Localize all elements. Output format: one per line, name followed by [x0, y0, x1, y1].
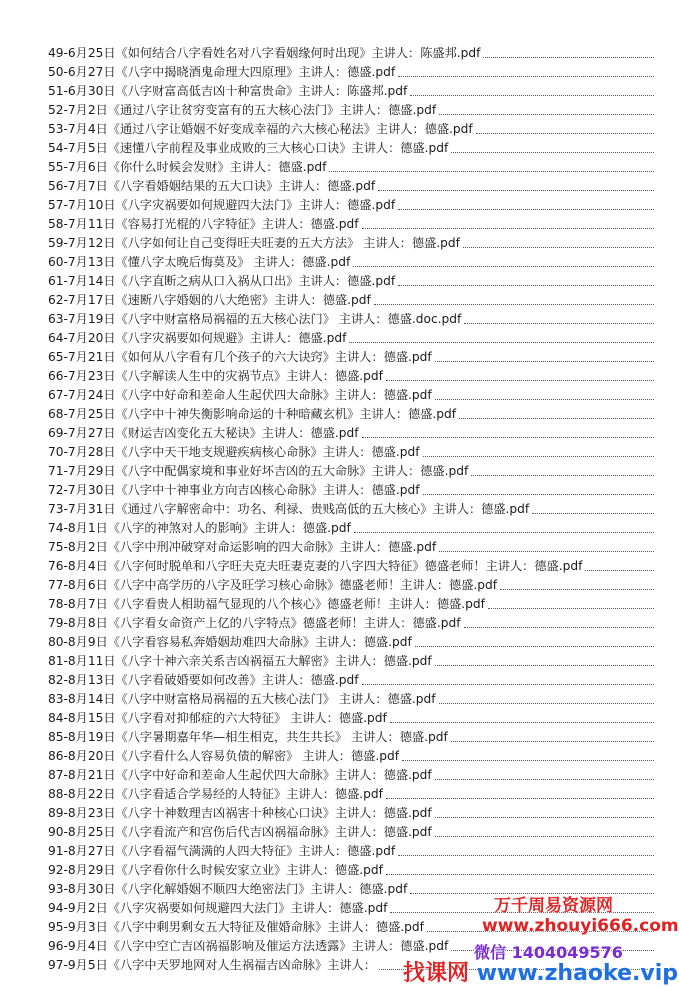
list-item: [48, 861, 654, 880]
list-item-text: 74-8月1日《八字的神煞对人的影响》主讲人：德盛.pdf: [48, 521, 351, 535]
dot-leader: [483, 56, 654, 58]
list-item: [48, 291, 654, 310]
list-item: [48, 196, 654, 215]
list-item-text: 59-7月12日《八字如何让自己变得旺夫旺妻的五大方法》 主讲人：德盛.pdf: [48, 236, 460, 250]
dot-leader: [349, 341, 654, 343]
dot-leader: [451, 151, 654, 153]
list-item-text: 80-8月9日《八字看容易私奔婚姻劫难四大命脉》主讲人：德盛.pdf: [48, 635, 412, 649]
list-item-text: 81-8月11日《八字十神六亲关系吉凶祸福五大解密》主讲人：德盛.pdf: [48, 654, 432, 668]
list-item: [48, 234, 654, 253]
dot-leader: [362, 227, 654, 229]
list-item-text: 83-8月14日《八字中财富格局祸福的五大核心法门》 主讲人：德盛.pdf: [48, 692, 436, 706]
list-item: [48, 215, 654, 234]
dot-leader: [463, 246, 654, 248]
list-item-text: 50-6月27日《八字中揭晓酒鬼命理大四原理》主讲人：德盛.pdf: [48, 65, 396, 79]
dot-leader: [354, 531, 654, 533]
list-item: [48, 538, 654, 557]
list-item-text: 51-6月30日《八字财富高低吉凶十种富贵命》主讲人：陈盛邦.pdf: [48, 84, 408, 98]
list-item-text: 52-7月2日《通过八字让贫穷变富有的五大核心法门》主讲人：德盛.pdf: [48, 103, 437, 117]
list-item-text: 64-7月20日《八字灾祸要如何规避》主讲人：德盛.pdf: [48, 331, 347, 345]
list-item-text: 53-7月4日《通过八字让婚姻不好变成幸福的六大核心秘法》主讲人：德盛.pdf: [48, 122, 473, 136]
list-item: [48, 120, 654, 139]
dot-leader: [488, 607, 654, 609]
list-item: [48, 481, 654, 500]
list-item: [48, 367, 654, 386]
dot-leader: [439, 702, 654, 704]
list-item: [48, 709, 654, 728]
dot-leader: [423, 493, 655, 495]
list-item-text: 79-8月8日《八字看女命资产上亿的八字特点》德盛老师！主讲人：德盛.pdf: [48, 616, 461, 630]
list-item: [48, 804, 654, 823]
dot-leader: [398, 854, 654, 856]
dot-leader: [402, 759, 654, 761]
list-item: [48, 690, 654, 709]
dot-leader: [435, 778, 654, 780]
list-item: [48, 557, 654, 576]
list-item: [48, 595, 654, 614]
list-item: [48, 728, 654, 747]
dot-leader: [532, 512, 654, 514]
list-item: [48, 652, 654, 671]
dot-leader: [464, 626, 655, 628]
list-item: [48, 82, 654, 101]
list-item-text: 72-7月30日《八字中十神事业方向吉凶核心命脉》主讲人：德盛.pdf: [48, 483, 420, 497]
list-item-text: 87-8月21日《八字中好命和差命人生起伏四大命脉》主讲人：德盛.pdf: [48, 768, 432, 782]
list-item-text: 86-8月20日《八字看什么人容易负债的解密》 主讲人：德盛.pdf: [48, 749, 399, 763]
dot-leader: [386, 873, 654, 875]
list-item-text: 70-7月28日《八字中天干地支规避疾病核心命脉》主讲人：德盛.pdf: [48, 445, 420, 459]
list-item-text: 49-6月25日《如何结合八字看姓名对八字看姻缘何时出现》主讲人：陈盛邦.pdf: [48, 46, 481, 60]
list-item: [48, 785, 654, 804]
list-item: [48, 101, 654, 120]
list-item-text: 66-7月23日《八字解读人生中的灾祸节点》主讲人：德盛.pdf: [48, 369, 383, 383]
dot-leader: [500, 588, 654, 590]
list-item: [48, 139, 654, 158]
list-item: [48, 519, 654, 538]
list-item: [48, 63, 654, 82]
list-item-text: 92-8月29日《八字看你什么时候安家立业》主讲人：德盛.pdf: [48, 863, 383, 877]
list-item-text: 68-7月25日《八字中十神失衡影响命运的十种暗藏玄机》主讲人：德盛.pdf: [48, 407, 457, 421]
dot-leader: [476, 132, 654, 134]
dot-leader: [415, 645, 654, 647]
list-item-text: 57-7月10日《八字灾祸要如何规避四大法门》主讲人：德盛.pdf: [48, 198, 396, 212]
list-item: [48, 348, 654, 367]
list-item: [48, 443, 654, 462]
list-item-text: 88-8月22日《八字看适合学易经的人特征》主讲人：德盛.pdf: [48, 787, 383, 801]
dot-leader: [435, 398, 654, 400]
dot-leader: [439, 113, 654, 115]
list-item-text: 84-8月15日《八字看对抑郁症的六大特征》 主讲人：德盛.pdf: [48, 711, 387, 725]
watermark-wechat: 微信 1404049576: [474, 943, 623, 962]
list-item-text: 96-9月4日《八字中空亡吉凶祸福影响及催运方法透露》主讲人：德盛.pdf: [48, 939, 449, 953]
dot-leader: [386, 797, 654, 799]
dot-leader: [423, 455, 655, 457]
list-item-text: 93-8月30日《八字化解婚姻不顺四大绝密法门》主讲人：德盛.pdf: [48, 882, 408, 896]
dot-leader: [435, 360, 654, 362]
list-item-text: 97-9月5日《八字中天罗地网对人生祸福吉凶命脉》主讲人：: [48, 958, 376, 972]
dot-leader: [451, 740, 654, 742]
list-item: [48, 44, 654, 63]
watermark-site-name: 万千周易资源网: [494, 896, 613, 916]
list-item-text: 61-7月14日《八字直断之病从口入祸从口出》主讲人：德盛.pdf: [48, 274, 396, 288]
dot-leader: [435, 816, 654, 818]
dot-leader: [459, 417, 654, 419]
list-item: [48, 671, 654, 690]
list-item-text: 65-7月21日《如何从八字看有几个孩子的六大诀窍》主讲人：德盛.pdf: [48, 350, 432, 364]
list-item: [48, 310, 654, 329]
dot-leader: [378, 189, 654, 191]
list-item-text: 71-7月29日《八字中配偶家境和事业好坏吉凶的五大命脉》主讲人：德盛.pdf: [48, 464, 469, 478]
list-item-text: 56-7月7日《八字看婚姻结果的五大口诀》主讲人：德盛.pdf: [48, 179, 376, 193]
watermark-zhaoke: [403, 956, 678, 987]
list-item-text: 62-7月17日《速断八字婚姻的八大绝密》主讲人：德盛.pdf: [48, 293, 371, 307]
list-item: [48, 253, 654, 272]
watermark-site-url: www.zhouyi666.com: [482, 916, 679, 936]
list-item-text: 95-9月3日《八字中剩男剩女五大特征及催婚命脉》主讲人：德盛.pdf: [48, 920, 424, 934]
dot-leader: [398, 208, 654, 210]
list-item: [48, 500, 654, 519]
list-item: [48, 633, 654, 652]
list-item: [48, 614, 654, 633]
list-item: [48, 405, 654, 424]
dot-leader: [386, 379, 654, 381]
dot-leader: [435, 835, 654, 837]
list-item: [48, 386, 654, 405]
list-item-text: 58-7月11日《容易打光棍的八字特征》主讲人：德盛.pdf: [48, 217, 359, 231]
list-item-text: 76-8月4日《八字何时脱单和八字旺夫克夫旺妻克妻的八字四大特征》德盛老师！主讲人：德盛.pdf: [48, 559, 583, 573]
list-item-text: 90-8月25日《八字看流产和宫伤后代吉凶祸福命脉》主讲人：德盛.pdf: [48, 825, 432, 839]
list-item-text: 63-7月19日《八字中财富格局祸福的五大核心法门》 主讲人：德盛.doc.pdf: [48, 312, 462, 326]
list-item-text: 85-8月19日《八字暑期嘉年华—相生相克，共生共长》 主讲人：德盛.pdf: [48, 730, 448, 744]
dot-leader: [464, 322, 654, 324]
list-item-text: 82-8月13日《八字看破婚要如何改善》主讲人：德盛.pdf: [48, 673, 359, 687]
list-item: [48, 462, 654, 481]
dot-leader: [362, 436, 654, 438]
list-item: [48, 576, 654, 595]
file-list: [48, 44, 654, 975]
dot-leader: [398, 75, 654, 77]
list-item-text: 75-8月2日《八字中刑冲破穿对命运影响的四大命脉》主讲人：德盛.pdf: [48, 540, 437, 554]
list-item: [48, 823, 654, 842]
dot-leader: [398, 284, 654, 286]
dot-leader: [353, 265, 654, 267]
list-item-text: 94-9月2日《八字灾祸要如何规避四大法门》主讲人：德盛.pdf: [48, 901, 388, 915]
dot-leader: [390, 721, 654, 723]
dot-leader: [410, 94, 654, 96]
list-item: [48, 158, 654, 177]
dot-leader: [439, 550, 654, 552]
watermark-zhaoke-name: 找课网: [403, 961, 470, 986]
dot-leader: [362, 683, 654, 685]
list-item-text: 55-7月6日《你什么时候会发财》主讲人：德盛.pdf: [48, 160, 327, 174]
dot-leader: [374, 303, 654, 305]
list-item-text: 54-7月5日《速懂八字前程及事业成败的三大核心口诀》主讲人：德盛.pdf: [48, 141, 449, 155]
list-item-text: 67-7月24日《八字中好命和差命人生起伏四大命脉》主讲人：德盛.pdf: [48, 388, 432, 402]
list-item-text: 69-7月27日《财运吉凶变化五大秘诀》主讲人：德盛.pdf: [48, 426, 359, 440]
list-item: [48, 842, 654, 861]
list-item-text: 73-7月31日《通过八字解密命中：功名、利禄、贵贱高低的五大核心》主讲人：德盛.pdf: [48, 502, 530, 516]
dot-leader: [471, 474, 654, 476]
watermark-zhaoke-url: www.zhaoke.vip: [476, 961, 678, 986]
list-item: [48, 272, 654, 291]
list-item-text: 77-8月6日《八字中高学历的八字及旺学习核心命脉》德盛老师！主讲人：德盛.pdf: [48, 578, 498, 592]
dot-leader: [329, 170, 654, 172]
list-item-text: 91-8月27日《八字看福气满满的人四大特征》主讲人：德盛.pdf: [48, 844, 396, 858]
list-item: [48, 177, 654, 196]
list-item: [48, 424, 654, 443]
dot-leader: [585, 569, 654, 571]
list-item-text: 60-7月13日《懂八字太晚后悔莫及》 主讲人：德盛.pdf: [48, 255, 351, 269]
list-item: [48, 329, 654, 348]
list-item: [48, 747, 654, 766]
list-item: [48, 766, 654, 785]
dot-leader: [435, 664, 654, 666]
list-item-text: 78-8月7日《八字看贵人相助福气显现的八个核心》德盛老师！主讲人：德盛.pdf: [48, 597, 485, 611]
list-item-text: 89-8月23日《八字十神数理吉凶祸害十种核心口诀》主讲人：德盛.pdf: [48, 806, 432, 820]
